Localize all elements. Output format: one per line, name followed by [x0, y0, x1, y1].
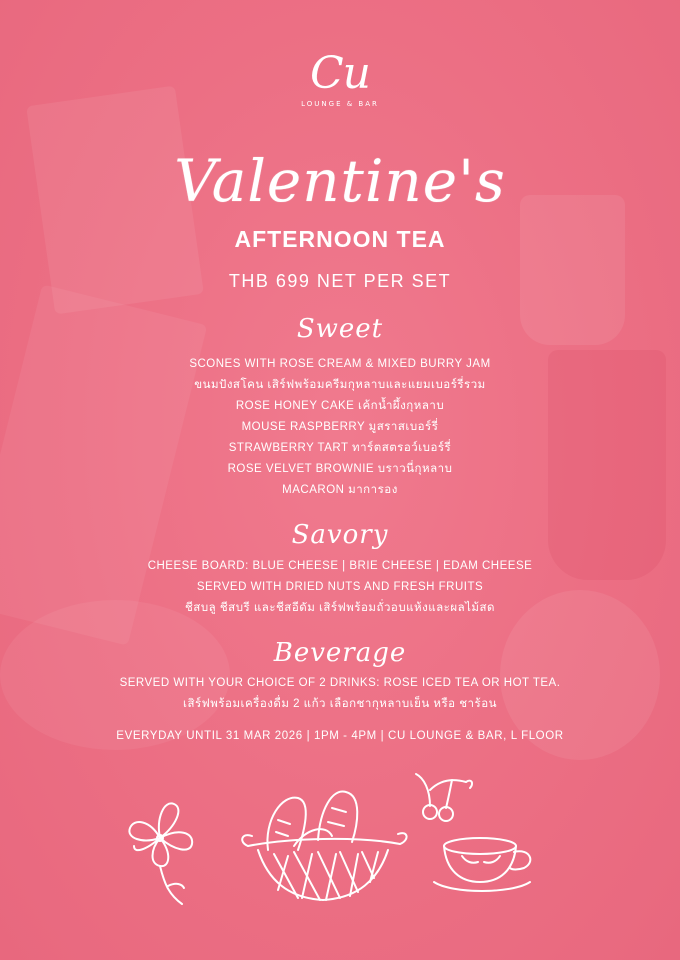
menu-item: CHEESE BOARD: BLUE CHEESE | BRIE CHEESE | EDAM CHEESE — [147, 560, 533, 572]
savory-items — [0, 556, 680, 619]
menu-item: ชีสบลู ชีสบรี และชีสอีดัม เสิร์ฟพร้อมถั่วอบแห้งและผลไม้สด — [185, 602, 495, 614]
subtitle: AFTERNOON TEA — [234, 226, 446, 252]
logo-subline: LOUNGE & BAR — [301, 100, 379, 108]
menu-item: ROSE VELVET BROWNIE บราวนี่กุหลาบ — [227, 463, 453, 475]
menu-item: เสิร์ฟพร้อมเครื่องดื่ม 2 แก้ว เลือกชากุหลาบเย็น หรือ ชาร้อน — [183, 698, 497, 710]
menu-item: MOUSE RASPBERRY มูสราสเบอร์รี่ — [241, 421, 439, 433]
teacup-icon — [432, 832, 542, 898]
logo — [0, 48, 680, 108]
section-heading-savory: Savory — [291, 520, 389, 550]
menu-item: SERVED WITH DRIED NUTS AND FRESH FRUITS — [196, 581, 484, 593]
menu-item: SCONES WITH ROSE CREAM & MIXED BURRY JAM — [189, 358, 491, 370]
menu-item: MACARON มาการอง — [282, 484, 398, 496]
sweet-items — [0, 354, 680, 501]
logo-mark: Cu — [309, 48, 370, 99]
beverage-items — [0, 673, 680, 715]
section-heading-sweet: Sweet — [296, 314, 384, 344]
menu-item: ขนมปังสโคน เสิร์ฟพร้อมครีมกุหลาบและแยมเบอร์รี่รวม — [194, 379, 486, 391]
menu-item: ROSE HONEY CAKE เค้กน้ำผึ้งกุหลาบ — [235, 400, 445, 412]
section-heading-beverage: Beverage — [273, 638, 407, 668]
page-title: Valentine's — [174, 147, 506, 215]
bread-basket-icon — [228, 780, 418, 910]
flower-icon — [120, 790, 210, 910]
price: THB 699 NET PER SET — [228, 271, 452, 291]
menu-item: STRAWBERRY TART ทาร์ตสตรอว์เบอร์รี่ — [228, 442, 452, 454]
cherries-icon — [410, 770, 476, 826]
menu-item: SERVED WITH YOUR CHOICE OF 2 DRINKS: ROSE ICED TEA OR HOT TEA. — [119, 677, 561, 689]
availability-info: EVERYDAY UNTIL 31 MAR 2026 | 1PM - 4PM | CU LOUNGE & BAR, L FLOOR — [116, 730, 564, 742]
